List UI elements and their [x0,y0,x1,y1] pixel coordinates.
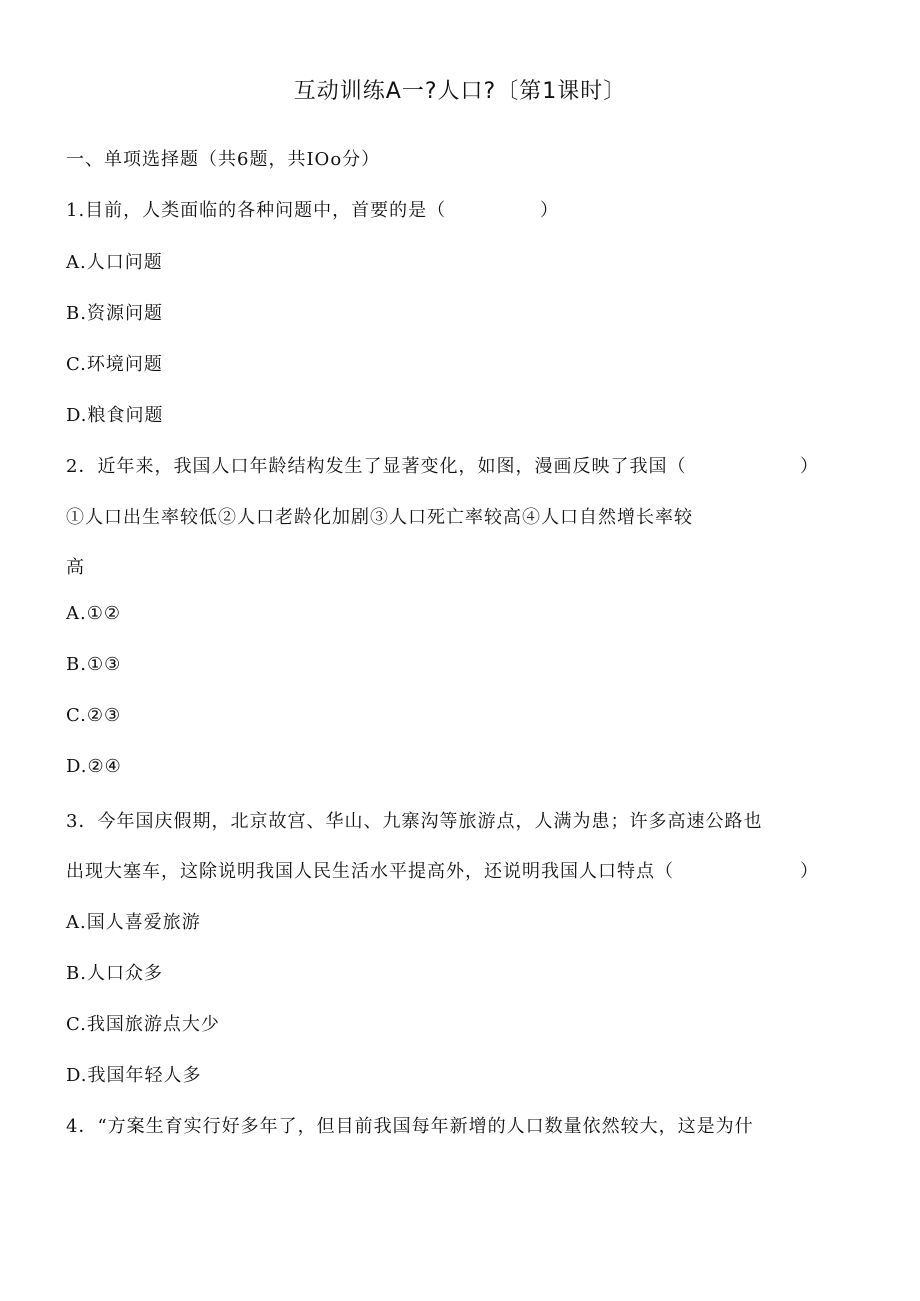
question-2-statements-cont: 高 [66,557,85,578]
question-2-option-d: D.②④ [66,756,122,777]
question-3-option-b: B.人口众多 [66,963,163,984]
question-3-stem: 3．今年国庆假期，北京故宫、华山、九寨沟等旅游点，人满为患；许多高速公路也 [66,811,763,832]
section-heading: 一、单项选择题（共6题，共IOo分） [66,149,381,170]
question-4-stem: 4．“方案生育实行好多年了，但目前我国每年新增的人口数量依然较大，这是为什 [66,1116,754,1137]
question-1-option-a: A.人口问题 [66,252,163,273]
question-1-stem: 1.目前，人类面临的各种问题中，首要的是（ [66,200,447,221]
question-3-option-c: C.我国旅游点大少 [66,1014,220,1035]
question-3-answer-paren: ） [800,861,818,882]
question-2-option-a: A.①② [66,603,121,624]
question-2-option-c: C.②③ [66,705,122,726]
question-1-answer-paren: ） [540,200,558,221]
question-1-option-d: D.粮食问题 [66,405,164,426]
question-2-option-b: B.①③ [66,654,122,675]
question-1-option-c: C.环境问题 [66,354,163,375]
question-1-option-b: B.资源问题 [66,303,163,324]
question-3-option-a: A.国人喜爱旅游 [66,912,201,933]
question-2-answer-paren: ） [800,456,818,477]
question-2-stem: 2．近年来，我国人口年龄结构发生了显著变化，如图，漫画反映了我国（ [66,456,687,477]
question-2-statements: ①人口出生率较低②人口老龄化加剧③人口死亡率较高④人口自然增长率较 [66,507,693,528]
question-3-stem-cont: 出现大塞车，这除说明我国人民生活水平提高外，还说明我国人口特点（ [66,861,674,882]
page-title: 互动训练A一?人口?〔第1课时〕 [293,79,627,104]
question-3-option-d: D.我国年轻人多 [66,1065,202,1086]
